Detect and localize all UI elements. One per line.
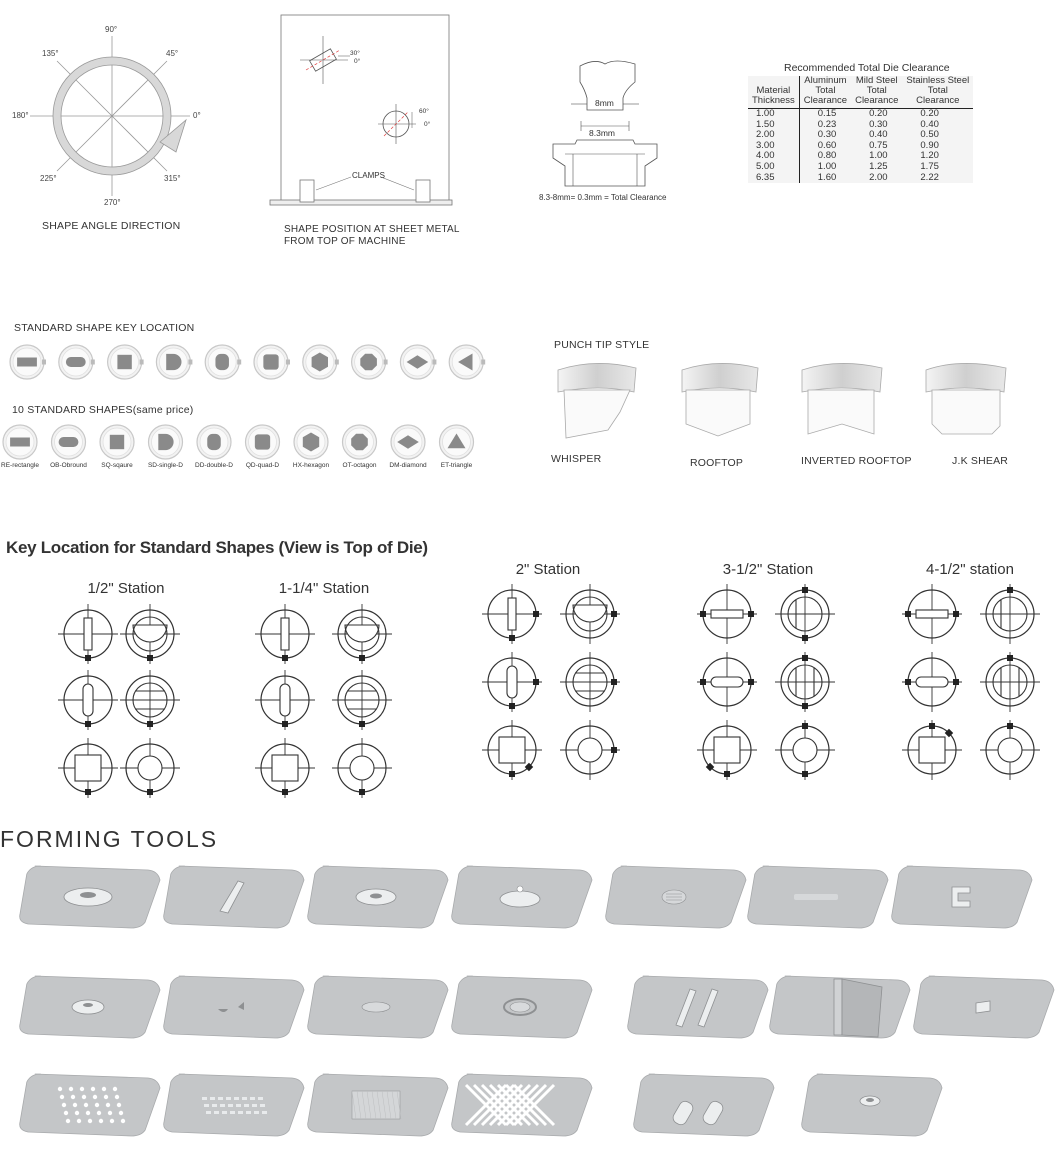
clearance-row: [748, 173, 973, 184]
forming-tool-cone2: [308, 866, 448, 928]
whisper-label: WHISPER: [551, 453, 602, 465]
standard-shape-obround: [52, 425, 86, 459]
key-shape-diamond: [400, 345, 436, 379]
clearance-cell: 1.50: [756, 118, 775, 130]
station-title-4-1-2: 4-1/2" station: [926, 561, 1014, 578]
angle-30-label: 30°: [350, 50, 360, 57]
station-half-sq: [58, 738, 118, 798]
station-3-1-2-ob: [697, 652, 757, 712]
forming-tool-emboss: [606, 866, 746, 928]
key-shape-octagon: [352, 345, 388, 379]
clearance-cell: 1.00: [869, 150, 888, 162]
clearance-cell: 0.75: [869, 139, 888, 151]
clearance-cell: 0.60: [799, 141, 851, 152]
forming-tool-lance: [164, 976, 304, 1038]
station-key-diagrams: [0, 580, 1060, 810]
punch-tip-title: PUNCH TIP STYLE: [554, 339, 650, 351]
clearance-cell: 1.25: [869, 160, 888, 172]
clearance-cell: 2.00: [869, 171, 888, 183]
header-stainless: Stainless Steel Total Clearance: [902, 76, 973, 109]
standard-shape-label: RE-rectangle: [1, 462, 39, 469]
angle-135: 135°: [42, 49, 59, 58]
die-size-label: 8.3mm: [589, 128, 615, 138]
forming-tool-dimple: [308, 976, 448, 1038]
jk-shear-label: J.K SHEAR: [952, 455, 1009, 467]
clearance-cell: 4.00: [756, 150, 775, 162]
key-standard-title: Key Location for Standard Shapes (View is Top of Die): [6, 538, 428, 557]
standard-shapes-row: [0, 422, 490, 462]
key-shape-obround: [59, 345, 95, 379]
rooftop-label: ROOFTOP: [690, 457, 744, 469]
standard-shape-label: DM-diamond: [389, 462, 427, 469]
clearance-cell: 0.30: [799, 130, 851, 141]
jk-shear-tip: [926, 363, 1006, 434]
forming-tool-text: [748, 866, 888, 928]
sheet-metal-graphic: [266, 12, 466, 212]
forming-tools-title: FORMING TOOLS: [0, 826, 219, 852]
angle-45: 45°: [166, 49, 179, 58]
standard-shapes-title: 10 STANDARD SHAPES(same price): [12, 404, 194, 416]
key-shape-triangle-left: [449, 345, 485, 379]
standard-shape-rect: [3, 425, 37, 459]
standard-shape-label: ET-triangle: [440, 462, 473, 469]
station-2-circ: [560, 720, 620, 780]
forming-tool-slots: [164, 1074, 304, 1136]
clearance-cell: 6.35: [756, 171, 775, 183]
clearance-row: [748, 162, 973, 173]
forming-tool-bridge: [892, 866, 1032, 928]
forming-tool-boss: [802, 1074, 942, 1136]
key-location-title: STANDARD SHAPE KEY LOCATION: [14, 322, 195, 334]
clearance-cell: 0.80: [799, 151, 851, 162]
standard-shape-hexagon: [294, 425, 328, 459]
station-3-1-2-rect: [697, 584, 757, 644]
key-shape-double-d: [205, 345, 241, 379]
clearance-diagram: [535, 58, 705, 208]
standard-shape-square: [100, 425, 134, 459]
angle-60-zero-label: 0°: [424, 121, 431, 128]
position-caption-line1: SHAPE POSITION AT SHEET METAL: [284, 224, 460, 235]
station-2-sd: [560, 584, 620, 644]
standard-shape-label: OB-Obround: [50, 462, 87, 469]
clearance-cell: 5.00: [756, 160, 775, 172]
angle-30-zero-label: 0°: [354, 58, 361, 65]
station-title-half: 1/2" Station: [87, 580, 165, 597]
clearance-cell: 1.60: [799, 173, 851, 184]
standard-shape-label: HX-hexagon: [292, 462, 330, 469]
standard-shape-label: DD-double-D: [195, 462, 233, 469]
clearance-cell: 0.15: [799, 109, 851, 120]
angle-180: 180°: [12, 111, 29, 120]
station-3-1-2-sd: [775, 584, 835, 644]
station-title-2: 2" Station: [515, 561, 581, 578]
angle-60-label: 60°: [419, 108, 429, 115]
forming-tool-counter: [20, 976, 160, 1038]
station-1-1-4-dd: [332, 670, 392, 730]
clearance-cell: 0.23: [799, 120, 851, 131]
standard-shape-double-d: [197, 425, 231, 459]
key-shape-quad-d: [254, 345, 290, 379]
clearance-row: [748, 109, 973, 120]
clearance-cell: 1.00: [756, 108, 775, 119]
clearance-cell: 0.30: [869, 118, 888, 130]
station-1-1-4-sd: [332, 604, 392, 664]
clearance-table-title: Recommended Total Die Clearance: [784, 62, 950, 74]
station-half-rect: [58, 604, 118, 664]
station-half-ob: [58, 670, 118, 730]
station-3-1-2-dd: [775, 652, 835, 712]
station-half-circ: [120, 738, 180, 798]
angle-315: 315°: [164, 174, 181, 183]
clearance-table-header: [748, 76, 973, 109]
angle-225: 225°: [40, 174, 57, 183]
clearance-row: [748, 130, 973, 141]
angle-caption: SHAPE ANGLE DIRECTION: [42, 220, 181, 232]
forming-tools-grid: [0, 836, 1060, 1156]
standard-shape-octagon: [343, 425, 377, 459]
clearance-cell: 0.20: [869, 108, 888, 119]
angle-90: 90°: [105, 25, 118, 34]
forming-tool-ring: [452, 976, 592, 1038]
key-shape-rect: [10, 345, 46, 379]
standard-shape-label: SQ-sqaure: [101, 462, 133, 469]
station-half-sd: [120, 604, 180, 664]
forming-tool-knurl: [308, 1074, 448, 1136]
station-3-1-2-sq: [697, 720, 757, 780]
shape-angle-diagram: [0, 20, 240, 232]
station-2-rect: [482, 584, 542, 644]
forming-tool-hinge: [770, 976, 910, 1038]
clearance-cell: 2.22: [920, 171, 939, 183]
clamps-label: CLAMPS: [352, 171, 385, 180]
clearance-table: [748, 76, 973, 183]
key-shape-square: [108, 345, 144, 379]
standard-shape-single-d: [149, 425, 183, 459]
key-shape-single-d: [156, 345, 192, 379]
clearance-cell: 0.40: [869, 129, 888, 141]
header-mild-steel: Mild Steel Total Clearance: [851, 76, 902, 109]
clearance-cell: 1.00: [799, 162, 851, 173]
key-shape-hexagon: [303, 345, 339, 379]
clearance-cell: 1.75: [920, 160, 939, 172]
clearance-caption: 8.3-8mm= 0.3mm = Total Clearance: [539, 193, 667, 202]
clearance-cell: 2.00: [756, 129, 775, 141]
clearance-cell: 0.40: [920, 118, 939, 130]
angle-270: 270°: [104, 198, 121, 207]
forming-tool-tab: [914, 976, 1054, 1038]
station-4-1-2-rect: [902, 584, 962, 644]
station-title-3-1-2: 3-1/2" Station: [722, 561, 814, 578]
punch-size-label: 8mm: [595, 98, 614, 108]
standard-shape-label: QD-quad-D: [245, 462, 280, 469]
clearance-cell: 0.50: [920, 129, 939, 141]
forming-tool-holes: [20, 1074, 160, 1136]
station-half-dd: [120, 670, 180, 730]
station-2-sq: [482, 720, 542, 780]
inverted-rooftop-label: INVERTED ROOFTOP: [801, 455, 912, 467]
clearance-cell: 3.00: [756, 139, 775, 151]
station-4-1-2-circ: [980, 720, 1040, 780]
whisper-tip: [558, 363, 636, 438]
header-aluminum: Aluminum Total Clearance: [799, 76, 851, 109]
clearance-row: [748, 120, 973, 131]
station-1-1-4-sq: [255, 738, 315, 798]
rooftop-tip: [682, 363, 758, 436]
station-2-dd: [560, 652, 620, 712]
station-1-1-4-ob: [255, 670, 315, 730]
standard-shape-triangle: [440, 425, 474, 459]
angle-0: 0°: [193, 111, 201, 120]
forming-tool-cone: [20, 866, 160, 928]
station-4-1-2-dd: [980, 652, 1040, 712]
standard-shape-labels: [0, 462, 490, 474]
standard-shape-label: OT-octagon: [342, 462, 377, 469]
station-4-1-2-sq: [902, 720, 962, 780]
punch-die-graphic: [535, 58, 705, 198]
standard-shape-quad-d: [246, 425, 280, 459]
standard-shape-diamond: [391, 425, 425, 459]
punch-tip-graphics: [550, 360, 1050, 450]
standard-shape-label: SD-single-D: [147, 462, 184, 469]
position-caption-line2: FROM TOP OF MACHINE: [284, 236, 406, 247]
station-3-1-2-circ: [775, 720, 835, 780]
forming-tool-mesh: [452, 1074, 592, 1136]
inverted-rooftop-tip: [802, 363, 882, 434]
clearance-cell: 0.20: [920, 108, 939, 119]
station-4-1-2-sd: [980, 584, 1040, 644]
station-2-ob: [482, 652, 542, 712]
station-4-1-2-ob: [902, 652, 962, 712]
angle-direction-graphic: [0, 20, 240, 220]
station-1-1-4-circ: [332, 738, 392, 798]
forming-tool-cone3: [452, 866, 592, 928]
station-1-1-4-rect: [255, 604, 315, 664]
forming-tool-ribs: [628, 976, 768, 1038]
forming-tool-bridges2: [634, 1074, 774, 1136]
forming-tool-louver: [164, 866, 304, 928]
header-thickness: Material Thickness: [748, 76, 799, 109]
shape-position-diagram: [266, 12, 466, 252]
clearance-row: [748, 141, 973, 152]
clearance-cell: 1.20: [920, 150, 939, 162]
clearance-cell: 0.90: [920, 139, 939, 151]
clearance-row: [748, 151, 973, 162]
clearance-table-block: [748, 62, 1038, 183]
station-title-1-1-4: 1-1/4" Station: [278, 580, 370, 597]
key-location-row: [0, 340, 490, 384]
